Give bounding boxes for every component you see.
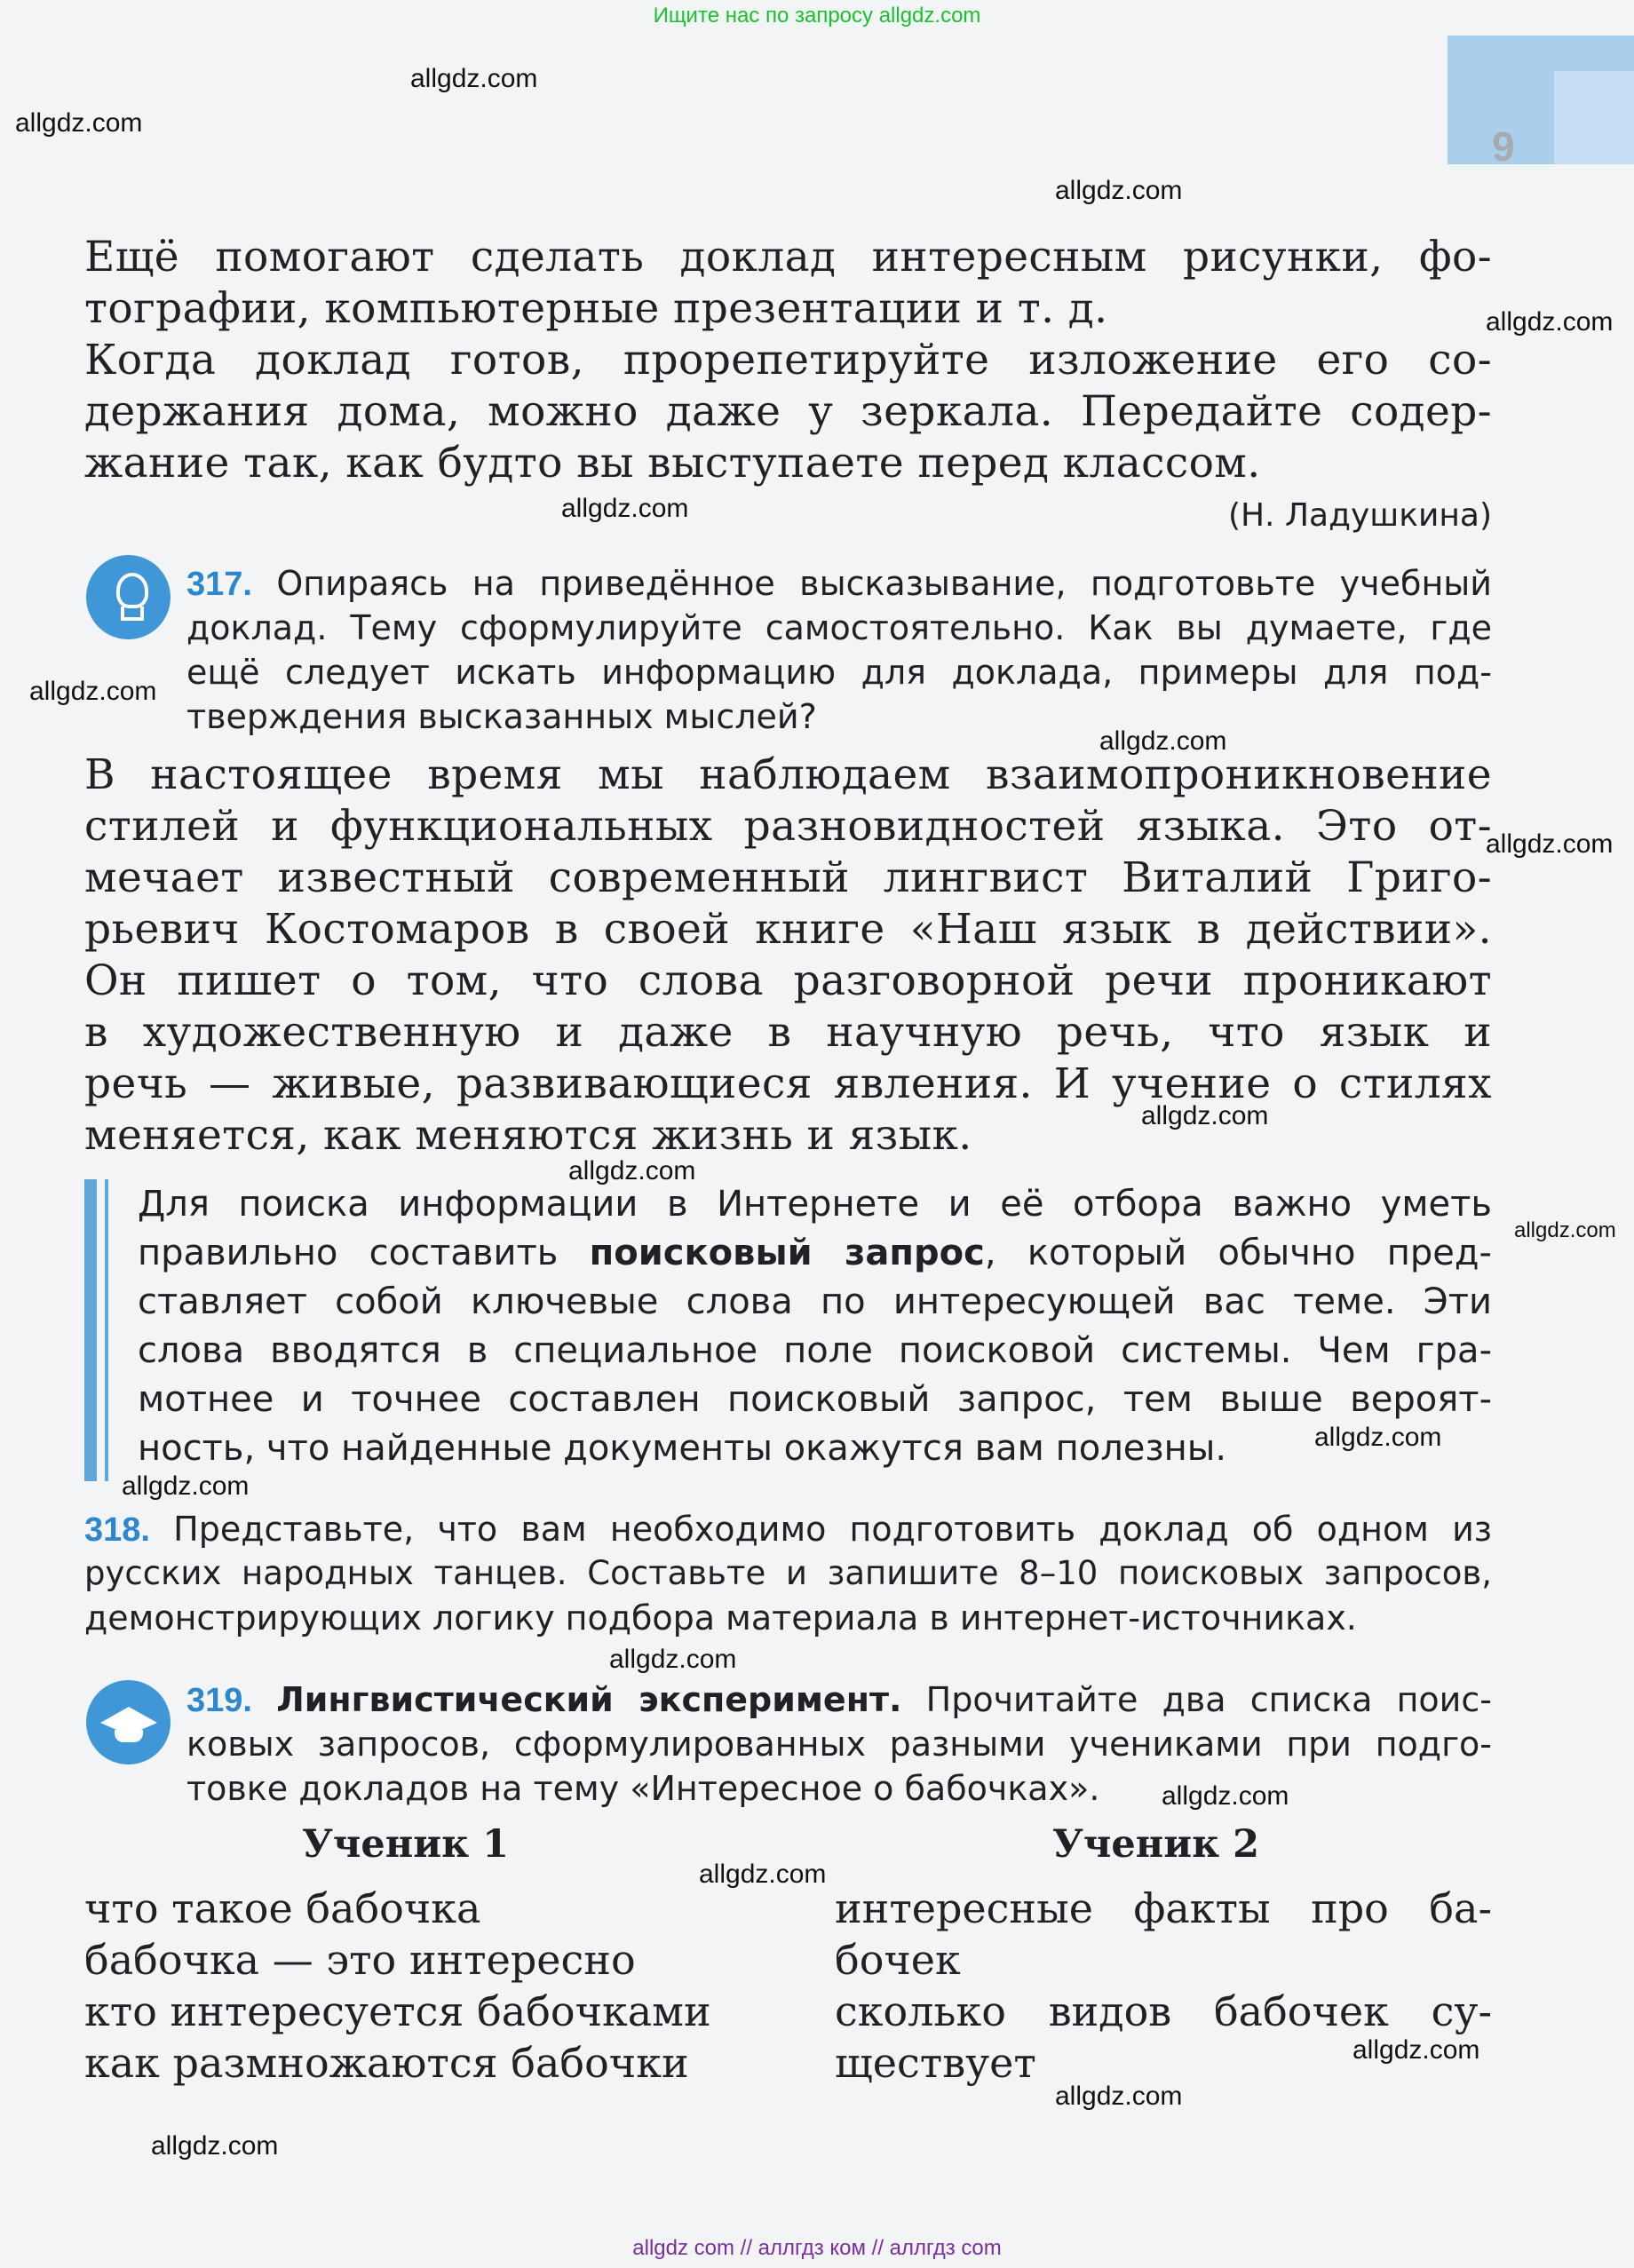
rule-text-line: Для поиска информации в Интернете и её отбора важно уметь: [138, 1184, 1492, 1225]
rule-text-line: ность, что найденные документы окажутся вам полезны.: [138, 1428, 1227, 1469]
list-item: кто интересуется бабочками: [84, 1987, 711, 2035]
watermark: allgdz.com: [1352, 2035, 1480, 2065]
attribution: (Н. Ладушкина): [1227, 497, 1492, 534]
exercise-text-line: ещё следует искать информацию для доклада, примеры для под-: [186, 653, 1492, 692]
rule-text-line: слова вводятся в специальное поле поисковой системы. Чем гра-: [138, 1330, 1492, 1371]
text-line: Ещё помогают сделать доклад интересным рисунки, фо-: [84, 233, 1492, 282]
student-1-header: Ученик 1: [302, 1822, 510, 1867]
rule-bar: [84, 1179, 97, 1481]
list-item: сколько видов бабочек су-: [835, 1987, 1492, 2035]
watermark: allgdz.com: [1162, 1781, 1289, 1811]
text-line: В настоящее время мы наблюдаем взаимопроникновение: [84, 750, 1492, 799]
watermark: allgdz.com: [568, 1156, 696, 1186]
list-item: интересные факты про ба-: [835, 1884, 1492, 1932]
watermark: allgdz.com: [699, 1860, 827, 1889]
exercise-text-line: товке докладов на тему «Интересное о бабочках».: [186, 1769, 1100, 1808]
text-line: жание так, как будто вы выступаете перед классом.: [84, 439, 1261, 488]
text-line: в художественную и даже в научную речь, что язык и: [84, 1008, 1492, 1057]
watermark: allgdz.com: [1141, 1101, 1269, 1130]
watermark: allgdz.com: [410, 64, 538, 93]
text-line: стилей и функциональных разновидностей языка. Это от-: [84, 802, 1492, 851]
rule-bar-thin: [105, 1179, 108, 1481]
watermark: allgdz.com: [1055, 2082, 1183, 2111]
bottom-banner[interactable]: allgdz com // аллгдз ком // аллгдз com: [632, 2236, 1002, 2260]
watermark: allgdz.com: [1314, 1423, 1442, 1452]
text-line: меняется, как меняются жизнь и язык.: [84, 1111, 972, 1160]
rule-text-line: мотнее и точнее составлен поисковый запрос, тем выше вероят-: [138, 1379, 1492, 1420]
watermark: allgdz.com: [1514, 1218, 1616, 1242]
exercise-number: 319.: [186, 1682, 252, 1719]
list-item: ществует: [835, 2039, 1036, 2087]
rule-text-line: правильно составить поисковый запрос, который обычно пред-: [138, 1233, 1492, 1273]
exercise-text-line: 319. Лингвистический эксперимент. Прочитайте два списка поис-: [186, 1680, 1492, 1719]
lightbulb-badge-icon: [86, 555, 171, 639]
list-item: бочек: [835, 1936, 961, 1984]
rule-text-line: ставляет собой ключевые слова по интересующей вас теме. Эти: [138, 1281, 1492, 1322]
text-line: тографии, компьютерные презентации и т. д.: [84, 284, 1108, 333]
text-line: держания дома, можно даже у зеркала. Передайте содер-: [84, 387, 1492, 436]
watermark: allgdz.com: [1486, 829, 1614, 859]
exercise-text-line: демонстрирующих логику подбора материала в интернет-источниках.: [84, 1598, 1357, 1638]
list-item: что такое бабочка: [84, 1884, 481, 1932]
watermark: allgdz.com: [561, 494, 689, 523]
watermark: allgdz.com: [1055, 176, 1183, 205]
list-item: бабочка — это интересно: [84, 1936, 636, 1984]
watermark: allgdz.com: [15, 108, 143, 138]
watermark: allgdz.com: [1099, 726, 1227, 756]
term-search-query: поисковый запрос: [589, 1233, 985, 1273]
student-2-header: Ученик 2: [1052, 1822, 1260, 1867]
text-line: речь — живые, развивающиеся явления. И учение о стилях: [84, 1059, 1492, 1108]
text-line: рьевич Костомаров в своей книге «Наш язык в действии».: [84, 905, 1492, 954]
watermark: allgdz.com: [151, 2131, 279, 2161]
graduation-cap-badge-icon: [86, 1680, 171, 1764]
exercise-number: 317.: [186, 566, 252, 603]
list-item: как размножаются бабочки: [84, 2039, 689, 2087]
text-line: Когда доклад готов, прорепетируйте изложение его со-: [84, 336, 1492, 385]
top-banner[interactable]: Ищите нас по запросу allgdz.com: [653, 4, 981, 28]
watermark: allgdz.com: [122, 1471, 250, 1501]
watermark: allgdz.com: [1486, 307, 1614, 337]
exercise-text-line: 318. Представьте, что вам необходимо подготовить доклад об одном из: [84, 1510, 1492, 1549]
exercise-text-line: доклад. Тему сформулируйте самостоятельно. Как вы думаете, где: [186, 608, 1492, 647]
exercise-text-line: русских народных танцев. Составьте и запишите 8–10 поисковых запросов,: [84, 1554, 1492, 1592]
watermark: allgdz.com: [29, 677, 157, 706]
watermark: allgdz.com: [609, 1645, 737, 1674]
page-number: 9: [1492, 123, 1515, 170]
text-line: мечает известный современный лингвист Виталий Григо-: [84, 853, 1492, 902]
exercise-text-line: ковых запросов, сформулированных разными учениками при подго-: [186, 1725, 1492, 1764]
exercise-title: Лингвистический эксперимент.: [276, 1680, 902, 1719]
page-corner-tab-inner: [1554, 71, 1634, 164]
text-line: Он пишет о том, что слова разговорной речи проникают: [84, 956, 1492, 1005]
exercise-text-line: тверждения высказанных мыслей?: [186, 697, 817, 736]
exercise-number: 318.: [84, 1511, 150, 1549]
exercise-text-line: 317. Опираясь на приведённое высказывание, подготовьте учебный: [186, 564, 1492, 603]
